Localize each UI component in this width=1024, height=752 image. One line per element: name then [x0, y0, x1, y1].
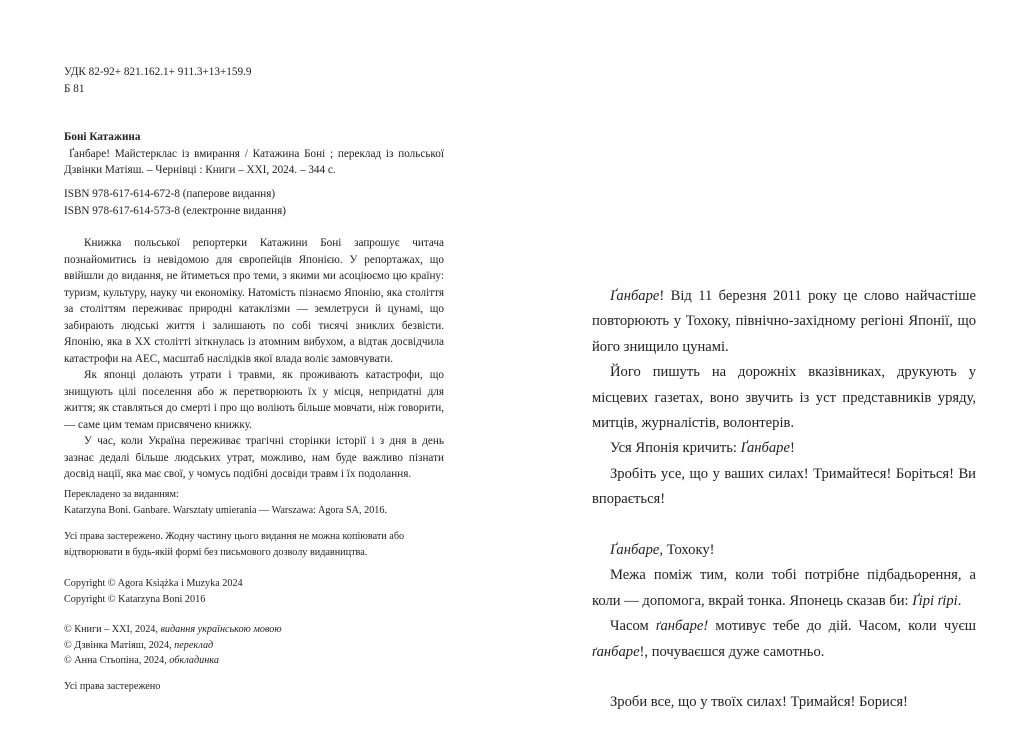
- story-paragraph: [592, 538, 976, 563]
- rights-notice: Усі права застережено. Жодну частину цього видання не можна копіювати або відтворювати в будь-якій формі без письмового дозволу видавництва.: [64, 531, 405, 558]
- bbk-code: Б 81: [64, 82, 85, 95]
- translated-from-label: Перекладено за виданням:: [64, 489, 179, 500]
- catalog-author: Боні Катажина: [64, 131, 141, 143]
- story-text: [592, 284, 976, 716]
- story-paragraph: [592, 436, 976, 461]
- ganbare-term: ґанбаре: [592, 643, 640, 660]
- giri-giri-term: Ґірі ґірі: [912, 592, 958, 609]
- story-text-span: Межа поміж тим, коли тобі потрібне підбадьорення, а коли — допомога, вкрай тонка. Японець сказав би:: [592, 567, 976, 609]
- copyright-agora: Copyright © Agora Książka i Muzyka 2024: [64, 578, 243, 589]
- ganbare-term: Ґанбаре: [610, 288, 660, 304]
- story-text-span: .: [957, 592, 962, 609]
- copyright-block: [64, 576, 444, 607]
- original-edition: Katarzyna Boni. Ganbare. Warsztaty umierania — Warszawa: Agora SA, 2016.: [64, 504, 388, 516]
- isbn-electronic: ISBN 978-617-614-573-8 (електронне видання): [64, 204, 286, 217]
- rights-notice-block: [64, 529, 444, 560]
- rights-short: Усі права застережено: [64, 681, 161, 692]
- abstract-paragraph: Книжка польської репортерки Катажини Боні запрошує читача познайомитись із невідомою для європейців Японією. У репортажах, що ввійшли до видання, не йтиметься про теми, з якими ми асоціюємо цю країну: туризм, культуру, науку чи економіку. Натомість пізнаємо Японію, яка століття за століттям переживає природні катаклізми — землетруси й цунамі, що забирають людські життя і залишають по собі тисячі зниклих безвісти. Японію, яка в XX столітті зіткнулась із атомним вибухом, а відтак досвідчила катастрофи на АЕС, масштаб наслідків якої влада воліє замовчувати.: [64, 237, 444, 365]
- story-text-span: Тохоку!: [663, 542, 715, 559]
- ganbare-term: Ґанбаре,: [610, 542, 664, 559]
- original-edition-block: [64, 487, 444, 518]
- credit-translator-role: переклад: [174, 639, 214, 651]
- abstract-paragraph: Як японці долають утрати і травми, як проживають катастрофи, що знищують цілі поселення або ж перетворюють їх у місця, непридатні для життя; як ставляться до смерті і про що воліють більше мовчати, ніж говорити, — саме цим темам присвячено книжку.: [64, 369, 444, 431]
- story-paragraph: Зроби все, що у твоїх силах! Тримайся! Борися!: [610, 694, 908, 711]
- story-paragraph: [592, 614, 976, 665]
- story-paragraph: [592, 563, 976, 614]
- text-page: [512, 0, 1024, 752]
- book-abstract: [64, 235, 444, 483]
- abstract-paragraph: У час, коли Україна переживає трагічні сторінки історії і з дня в день зазнає дедалі більше людських утрат, можливо, нам буде важливо пізнати досвід нації, яка має свої, у чомусь подібні досвіди травм і їх подолання.: [64, 435, 444, 480]
- ganbare-term: Ґанбаре: [740, 440, 790, 457]
- story-text-span: мотивує тебе до дій. Часом, коли чуєш: [708, 618, 976, 635]
- catalog-entry: Ґанбаре! Майстерклас із вмирання / Катажина Боні ; переклад із польської Дзвінки Матіяш. – Чернівці : Книги – XXI, 2024. – 344 с.: [64, 147, 444, 176]
- story-paragraph: [592, 284, 976, 360]
- classification-block: [64, 64, 444, 97]
- rights-short-block: [64, 679, 444, 695]
- credit-translator: [64, 638, 444, 654]
- credits-block: [64, 622, 444, 669]
- story-text-span: !: [789, 440, 795, 457]
- section-break: [592, 665, 976, 690]
- credit-cover-role: обкладинка: [169, 655, 219, 666]
- story-text-span: Часом: [610, 618, 656, 635]
- credit-publisher-name: © Книги – XXI, 2024,: [64, 624, 161, 635]
- story-text-span: !, почуваєшся дуже самотньо.: [639, 643, 825, 660]
- isbn-print: ISBN 978-617-614-672-8 (паперове видання): [64, 188, 276, 200]
- copyright-author: Copyright © Katarzyna Boni 2016: [64, 593, 206, 605]
- story-text-span: ! Від 11 березня 2011 року це слово найчастіше повторюють у Тохоку, північно-західному регіоні Японії, що його знищило цунамі.: [592, 288, 976, 355]
- story-paragraph: Його пишуть на дорожніх вказівниках, друкують у місцевих газетах, воно звучить із уст представників уряду, митців, журналістів, волонтерів.: [592, 364, 976, 432]
- isbn-block: [64, 186, 444, 219]
- credit-translator-name: © Дзвінка Матіяш, 2024,: [64, 639, 175, 651]
- section-break: [592, 513, 976, 538]
- credit-publisher-role: видання українською мовою: [160, 624, 282, 635]
- credit-publisher: [64, 622, 444, 638]
- story-text-span: Уся Японія кричить:: [610, 440, 741, 457]
- story-paragraph: Зробіть усе, що у ваших силах! Тримайтеся! Боріться! Ви впорається!: [592, 465, 976, 508]
- catalog-record: [64, 129, 444, 179]
- credit-cover-name: © Анна Стьопіна, 2024,: [64, 655, 170, 666]
- credit-cover: [64, 653, 444, 669]
- udc-code: УДК 82-92+ 821.162.1+ 911.3+13+159.9: [64, 66, 252, 78]
- ganbare-term: ґанбаре!: [655, 618, 709, 635]
